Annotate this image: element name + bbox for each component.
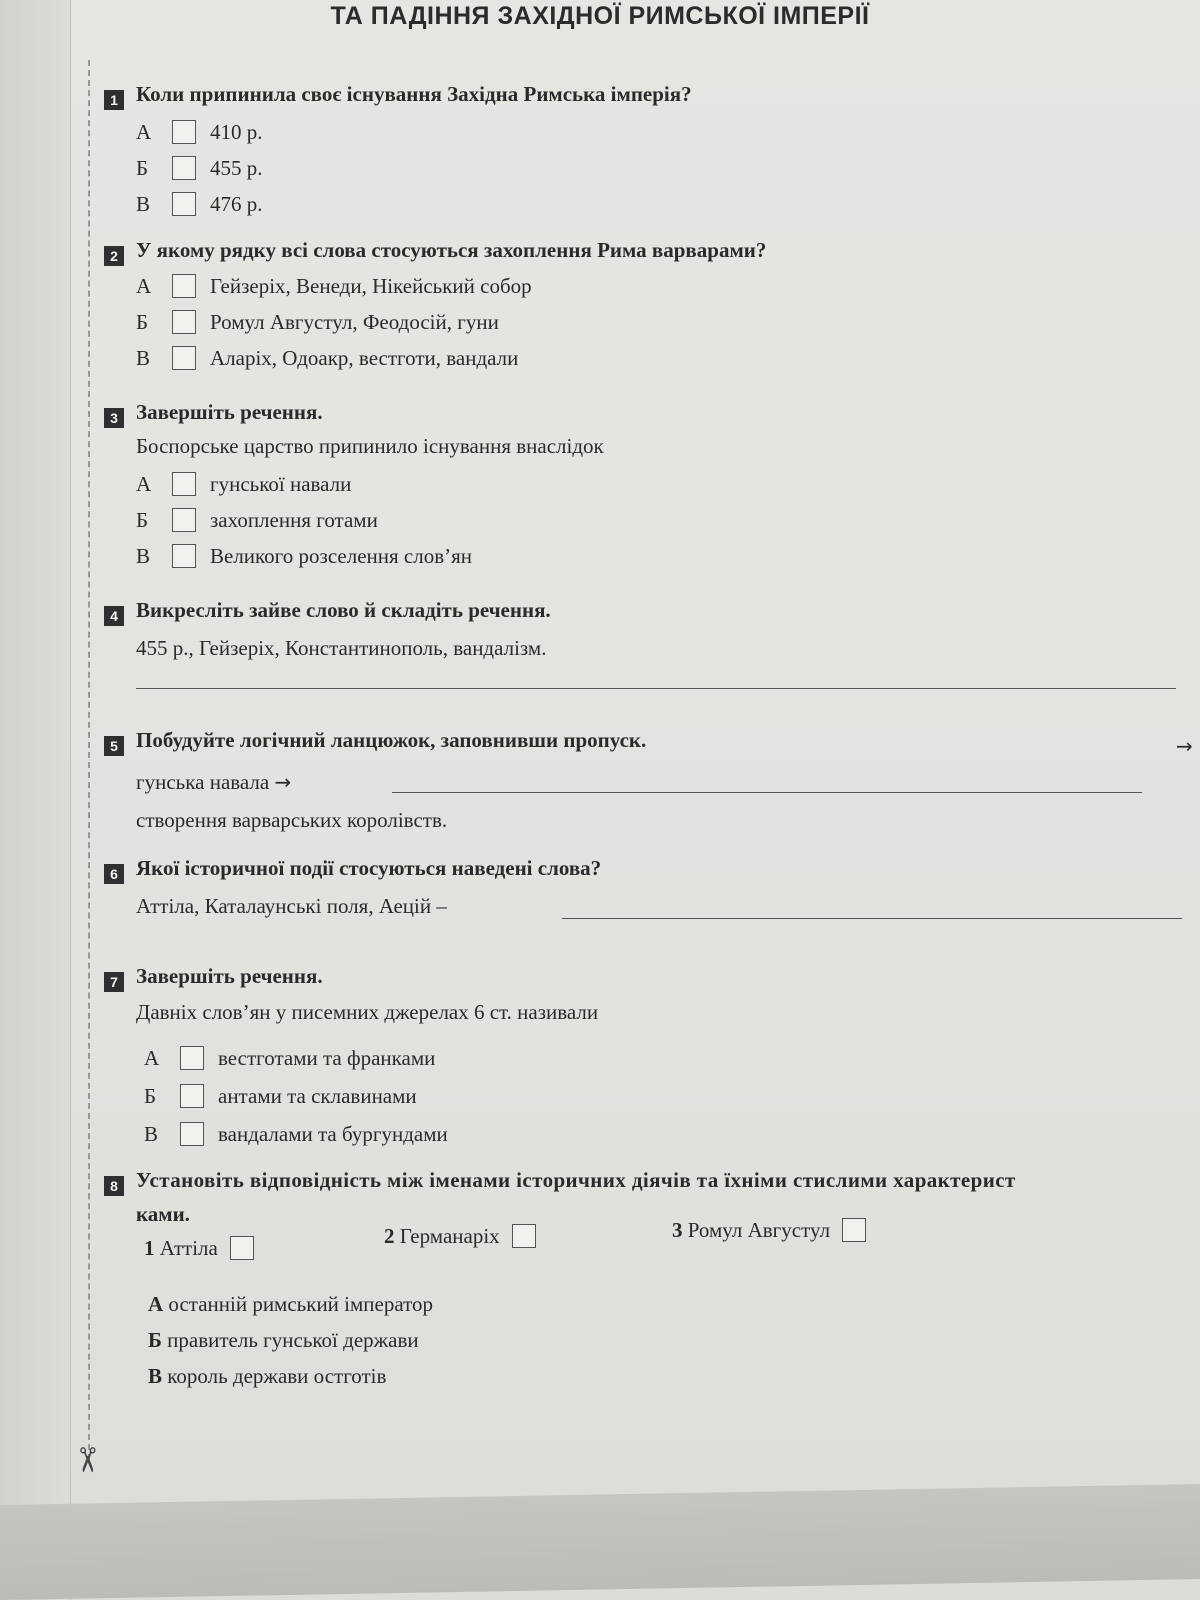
question-number: 2 <box>104 246 124 266</box>
question-prompt: Боспорське царство припинило існування внаслідок <box>136 434 604 458</box>
option-text: вандалами та бургундами <box>218 1122 448 1146</box>
name-text: Аттіла <box>159 1236 218 1260</box>
name-item-2[interactable] <box>384 1224 550 1254</box>
answer-checkbox[interactable] <box>180 1046 204 1070</box>
name-item-1[interactable] <box>144 1236 268 1266</box>
answer-checkbox[interactable] <box>172 472 196 496</box>
question-words: 455 р., Гейзеріх, Константинополь, вандалізм. <box>136 636 547 660</box>
scissors-icon: ✂ <box>66 1445 107 1475</box>
question-text: Викресліть зайве слово й складіть речення. <box>136 598 551 622</box>
answer-checkbox[interactable] <box>172 274 196 298</box>
question-text: У якому рядку всі слова стосуються захоплення Рима варварами? <box>136 238 767 262</box>
description-letter: В <box>148 1364 163 1388</box>
question-number: 8 <box>104 1176 124 1196</box>
question-text: Установіть відповідність між іменами історичних діячів та їхніми стислими характерист <box>136 1168 1016 1192</box>
option-c[interactable] <box>144 1122 448 1152</box>
question-number: 7 <box>104 972 124 992</box>
answer-checkbox[interactable] <box>512 1224 536 1248</box>
question-text: Побудуйте логічний ланцюжок, заповнивши пропуск. <box>136 728 647 752</box>
name-item-3[interactable] <box>672 1218 880 1248</box>
option-letter: А <box>144 1046 160 1070</box>
option-letter: В <box>136 544 151 568</box>
left-margin <box>0 0 71 1600</box>
chain-start: гунська навала → <box>136 770 292 794</box>
page-fold <box>0 1484 1200 1600</box>
answer-checkbox[interactable] <box>230 1236 254 1260</box>
option-text: 455 р. <box>210 156 263 180</box>
description-a <box>148 1292 433 1322</box>
description-text: король держави остготів <box>167 1364 387 1388</box>
question-number: 4 <box>104 606 124 626</box>
name-number: 2 <box>384 1224 395 1248</box>
option-letter: А <box>136 274 152 298</box>
option-letter: В <box>136 346 151 370</box>
answer-checkbox[interactable] <box>172 310 196 334</box>
option-text: 410 р. <box>210 120 263 144</box>
option-text: антами та склавинами <box>218 1084 417 1108</box>
question-number: 6 <box>104 864 124 884</box>
option-letter: В <box>144 1122 159 1146</box>
option-text: захоплення готами <box>210 508 378 532</box>
option-text: Великого розселення слов’ян <box>210 544 473 568</box>
option-letter: В <box>136 192 151 216</box>
answer-checkbox[interactable] <box>172 192 196 216</box>
question-prompt: Давніх слов’ян у писемних джерелах 6 ст. називали <box>136 1000 599 1024</box>
description-letter: Б <box>148 1328 162 1352</box>
option-a[interactable] <box>136 274 532 304</box>
answer-checkbox[interactable] <box>180 1084 204 1108</box>
question-number: 1 <box>104 90 124 110</box>
question-number: 5 <box>104 736 124 756</box>
answer-checkbox[interactable] <box>172 544 196 568</box>
answer-checkbox[interactable] <box>172 346 196 370</box>
option-b[interactable] <box>136 508 378 538</box>
option-a[interactable] <box>136 472 351 502</box>
answer-checkbox[interactable] <box>172 508 196 532</box>
option-letter: А <box>136 120 152 144</box>
description-letter: А <box>148 1292 164 1316</box>
option-text: Гейзеріх, Венеди, Нікейський собор <box>210 274 532 298</box>
option-b[interactable] <box>136 310 499 340</box>
chain-end: створення варварських королівств. <box>136 808 448 832</box>
option-c[interactable] <box>136 346 518 376</box>
answer-checkbox[interactable] <box>842 1218 866 1242</box>
option-c[interactable] <box>136 544 472 574</box>
option-b[interactable] <box>136 156 263 186</box>
option-text: 476 р. <box>210 192 263 216</box>
name-number: 3 <box>672 1218 683 1242</box>
option-a[interactable] <box>136 120 263 150</box>
answer-checkbox[interactable] <box>172 156 196 180</box>
answer-line[interactable] <box>562 918 1182 919</box>
description-text: правитель гунської держави <box>167 1328 419 1352</box>
option-letter: Б <box>136 310 149 334</box>
option-c[interactable] <box>136 192 263 222</box>
page-title: ТА ПАДІННЯ ЗАХІДНОЇ РИМСЬКОЇ ІМПЕРІЇ <box>330 2 870 30</box>
option-letter: А <box>136 472 152 496</box>
answer-line[interactable] <box>392 792 1142 793</box>
question-text: Завершіть речення. <box>136 400 323 424</box>
cut-line <box>88 60 90 1460</box>
name-number: 1 <box>144 1236 155 1260</box>
question-text: Коли припинила своє існування Західна Римська імперія? <box>136 82 692 106</box>
question-text-continued: ками. <box>136 1202 190 1226</box>
arrow-right-icon: → <box>1176 734 1193 758</box>
option-letter: Б <box>144 1084 157 1108</box>
question-text: Якої історичної події стосуються наведені слова? <box>136 856 602 880</box>
option-text: Аларіх, Одоакр, вестготи, вандали <box>210 346 519 370</box>
option-b[interactable] <box>144 1084 417 1114</box>
name-text: Германаріх <box>399 1224 500 1248</box>
description-text: останній римський імператор <box>168 1292 434 1316</box>
question-number: 3 <box>104 408 124 428</box>
option-text: гунської навали <box>210 472 352 496</box>
answer-line[interactable] <box>136 688 1176 689</box>
option-text: Ромул Августул, Феодосій, гуни <box>210 310 499 334</box>
option-letter: Б <box>136 156 149 180</box>
question-words: Аттіла, Каталаунські поля, Аецій – <box>136 894 447 918</box>
description-b <box>148 1328 419 1358</box>
option-text: вестготами та франками <box>218 1046 436 1070</box>
option-letter: Б <box>136 508 149 532</box>
answer-checkbox[interactable] <box>172 120 196 144</box>
answer-checkbox[interactable] <box>180 1122 204 1146</box>
name-text: Ромул Августул <box>687 1218 831 1242</box>
question-text: Завершіть речення. <box>136 964 323 988</box>
option-a[interactable] <box>144 1046 435 1076</box>
arrow-right-icon: → <box>274 770 292 794</box>
description-c <box>148 1364 386 1394</box>
